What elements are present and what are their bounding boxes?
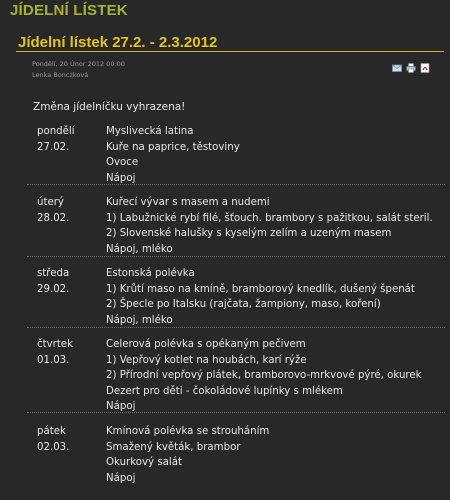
dish-item: Dezert pro děti - čokoládové lupínky s mlékem: [106, 385, 343, 397]
day-date: 28.02.: [37, 212, 70, 224]
dish-item: Nápoj: [106, 472, 136, 484]
dish-item: Ovoce: [106, 157, 139, 168]
dish-item: Nápoj, mléko: [106, 314, 173, 326]
dish-item: 1) Labužnické rybí filé, šťouch. brambory s pažitkou, salát steril.: [106, 212, 433, 224]
pdf-icon[interactable]: [420, 58, 430, 68]
dish-item: Nápoj: [106, 401, 136, 412]
day-separator: [27, 256, 445, 257]
dish-item: Nápoj: [106, 172, 136, 184]
dish-item: 1) Krůtí maso na kmíně, bramborový knedlík, dušený špenát: [106, 283, 415, 295]
dish-item: Estonská polévka: [106, 268, 195, 279]
day-name: pondělí: [37, 126, 75, 137]
day-name: úterý: [37, 197, 64, 208]
dish-item: Celerová polévka s opékaným pečivem: [106, 339, 306, 350]
day-name: pátek: [37, 426, 66, 437]
dish-item: Myslivecká latina: [106, 126, 194, 137]
day-separator: [27, 184, 445, 185]
title-divider: [16, 51, 444, 52]
article-actions: [392, 58, 430, 68]
dish-list: [106, 195, 446, 257]
day-name: středa: [37, 268, 70, 279]
menu-notice: Změna jídelníčku vyhrazena!: [33, 101, 186, 113]
dish-list: [106, 424, 446, 486]
day-name: čtvrtek: [37, 339, 73, 350]
dish-item: Okurkový salát: [106, 457, 182, 468]
day-separator: [27, 327, 445, 328]
dish-item: 1) Vepřový kotlet na houbách, karí rýže: [106, 354, 307, 366]
day-date: 01.03.: [37, 354, 70, 366]
publish-date: Pondělí, 20 Únor 2012 00:00: [32, 60, 125, 68]
dish-item: 2) Špecle po Italsku (rajčata, žampiony, maso, koření): [106, 299, 381, 310]
dish-item: 2) Přírodní vepřový plátek, bramborovo-mrkvové pýré, okurek: [106, 370, 422, 381]
email-icon[interactable]: [392, 58, 402, 68]
day-date: 27.02.: [37, 141, 70, 153]
section-title: JÍDELNÍ LÍSTEK: [10, 2, 128, 19]
dish-item: Kmínová polévka se strouháním: [106, 426, 270, 437]
day-separator: [27, 412, 445, 413]
day-date: 29.02.: [37, 283, 70, 295]
print-icon[interactable]: [406, 58, 416, 68]
dish-item: Nápoj, mléko: [106, 243, 173, 255]
dish-item: Smažený květák, brambor: [106, 441, 241, 453]
dish-item: Kuřecí vývar s masem a nudemi: [106, 197, 270, 208]
author-name: Lenka Bonczková: [32, 71, 89, 79]
dish-item: Kuře na paprice, těstoviny: [106, 141, 240, 153]
article-title[interactable]: Jídelní lístek 27.2. - 2.3.2012: [18, 34, 218, 51]
dish-item: 2) Slovenské halušky s kyselým zelím a uzeným masem: [106, 228, 392, 239]
dish-list: [106, 124, 446, 186]
day-date: 02.03.: [37, 441, 70, 453]
dish-list: [106, 337, 446, 415]
dish-list: [106, 266, 446, 328]
